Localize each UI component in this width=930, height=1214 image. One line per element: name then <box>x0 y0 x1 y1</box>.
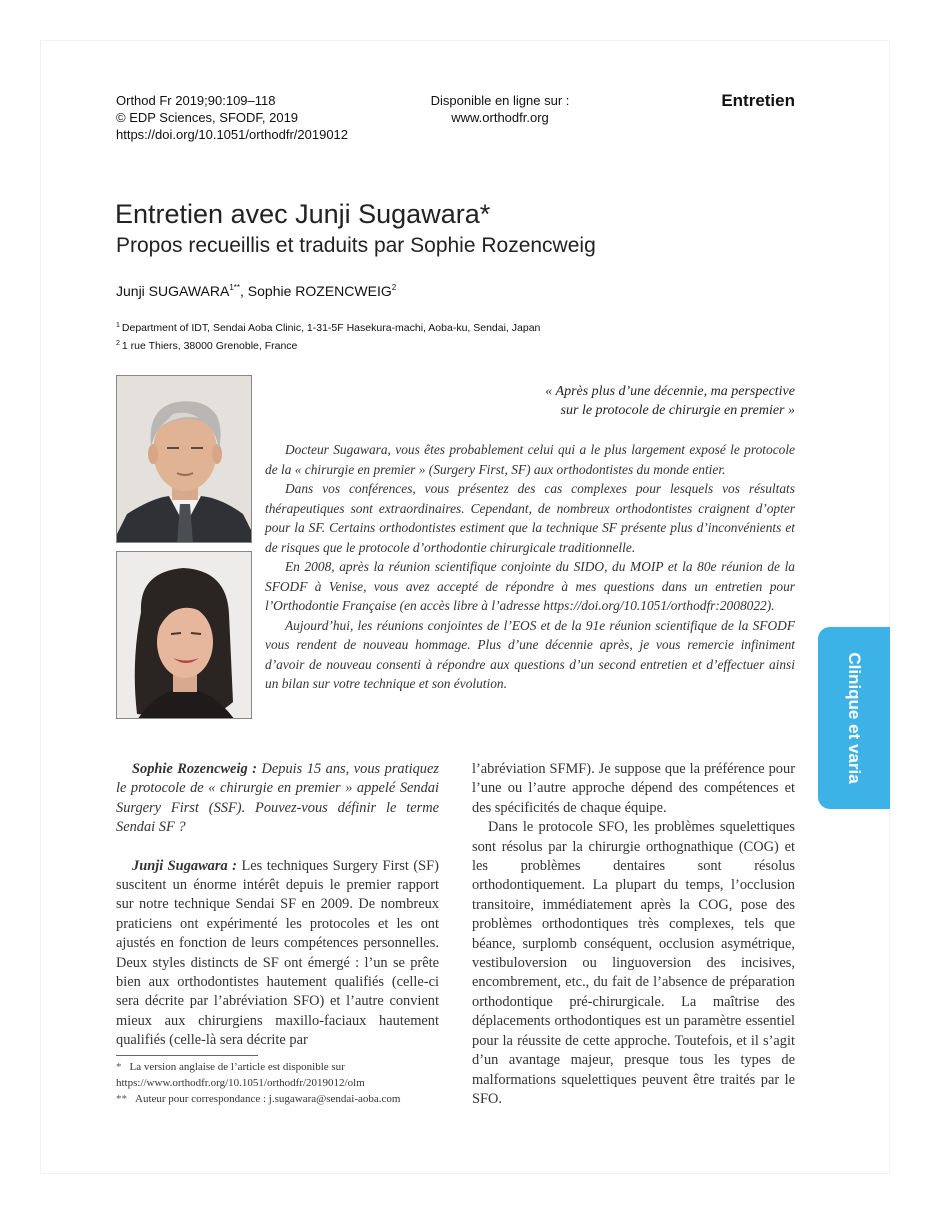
intro-text <box>265 440 795 694</box>
citation-block <box>116 92 348 143</box>
online-label: Disponible en ligne sur : <box>430 93 570 108</box>
copyright: © EDP Sciences, SFODF, 2019 <box>116 110 299 125</box>
affiliations <box>116 318 540 354</box>
section-label: Entretien <box>721 91 795 110</box>
author-line <box>116 283 396 299</box>
footnote-mark: ** <box>116 1093 127 1105</box>
intro-paragraph: Aujourd’hui, les réunions conjointes de l’EOS et de la 91e réunion scientifique de la SFODF vous rendent de nouveau hommage. Plus d’une décennie après, je vous remercie infiniment d’avoir de nouveau consenti à répondre aux questions d’un second entretien et d’effectuer ainsi un bilan sur votre technique et son évolution. <box>265 617 795 691</box>
answer-text: Les techniques Surgery First (SF) suscitent un énorme intérêt depuis le premier rapport sur notre technique Sendai SF en 2009. De nombreux praticiens ont expérimenté les protocoles et les ont ajustés en fonction de leurs compétences personnelles. Deux styles distincts de SF ont émergé : l’un se prête bien aux orthodontistes hautement qualifiés (celle-ci sera décrite par l’abréviation SFO) et l’autre convient mieux aux chirurgiens maxillo-faciaux hautement qualifiés (celle-là sera décrite par <box>116 857 439 1049</box>
section-side-tab <box>818 627 890 809</box>
author-sup: 1** <box>229 283 241 292</box>
body-column-left <box>116 760 439 1051</box>
speaker-name: Junji Sugawara : <box>132 857 237 874</box>
pull-quote <box>435 382 795 420</box>
footnote <box>116 1059 446 1075</box>
footnote-text: Auteur pour correspondance : j.sugawara@sendai-aoba.com <box>135 1093 401 1105</box>
affiliation-number: 2 <box>116 340 120 347</box>
footnote <box>116 1091 446 1107</box>
portrait-illustration <box>117 376 252 543</box>
pull-quote-line: sur le protocole de chirurgie en premier » <box>560 403 795 418</box>
article-subtitle: Propos recueillis et traduits par Sophie Rozencweig <box>116 234 596 257</box>
intro-paragraph: Docteur Sugawara, vous êtes probablement celui qui a le plus largement exposé le protocole de la « chirurgie en premier » (Surgery First, SF) aux orthodontistes du monde entier. <box>265 442 795 477</box>
affiliation <box>116 318 540 336</box>
body-paragraph: Dans le protocole SFO, les problèmes squelettiques sont résolus par la chirurgie orthognathique (COG) et les problèmes dentaires sont résolus orthodontiquement. La plupart du temps, l’occlusion transitoire, immédiatement après la COG, pose des problèmes orthodontiques très complexes, tels que béance, surplomb conséquent, occlusion asymétrique, vestibuloversion ou linguoversion des incisives, encombrement, etc., du fait de l’absence de préparation orthodontique pré-chirurgicale. La maîtrise des déplacements orthodontiques est un paramètre essentiel pour la réussite de cette approche. Toutefois, et il s’agit d’un avantage majeur, presque tous les types de malformations squelettiques peuvent être traités par le SFO. <box>472 819 795 1107</box>
portrait-photo-rozencweig <box>116 551 252 719</box>
intro-paragraph: En 2008, après la réunion scientifique conjointe du SIDO, du MOIP et la 80e réunion de la SFODF à Venise, vous avez accepté de répondre à mes questions dans un entretien pour l’Orthodontie Française (en accès libre à l’adresse https://doi.org/10.1051/orthodfr:2008022). <box>265 559 795 613</box>
author-sup: 2 <box>391 283 397 292</box>
online-availability <box>400 92 600 126</box>
author-separator: , <box>240 283 248 299</box>
portrait-photo-sugawara <box>116 375 252 543</box>
article-title: Entretien avec Junji Sugawara* <box>115 199 491 229</box>
question-paragraph <box>116 760 439 838</box>
affiliation <box>116 336 540 354</box>
pull-quote-line: « Après plus d’une décennie, ma perspective <box>545 384 795 399</box>
answer-paragraph <box>116 857 439 1051</box>
question-text: Depuis 15 ans, vous pratiquez le protocole de « chirurgie en premier » appelé Sendai Surgery First (SSF). Pouvez-vous définir le terme Sendai SF ? <box>116 761 439 836</box>
author-name: Sophie ROZENCWEIG <box>247 283 392 299</box>
answer-continuation: l’abréviation SFMF). Je suppose que la préférence pour l’une ou l’autre approche dépend des compétences et des spécificités de chaque équipe. <box>472 761 795 816</box>
footnotes <box>116 1059 446 1107</box>
footnote-url[interactable]: https://www.orthodfr.org/10.1051/orthodfr/2019012/olm <box>116 1077 365 1089</box>
footnote-divider <box>116 1055 258 1056</box>
footnote-text: La version anglaise de l’article est disponible sur <box>129 1061 345 1073</box>
portrait-illustration <box>117 552 252 719</box>
affiliation-text: Department of IDT, Sendai Aoba Clinic, 1-31-5F Hasekura-machi, Aoba-ku, Sendai, Japan <box>121 322 541 334</box>
side-tab-label: Clinique et varia <box>845 652 864 784</box>
journal-ref: Orthod Fr 2019;90:109–118 <box>116 93 276 108</box>
body-column-right <box>472 760 795 1109</box>
affiliation-number: 1 <box>116 322 120 329</box>
online-url[interactable]: www.orthodfr.org <box>451 110 549 125</box>
author-name: Junji SUGAWARA <box>116 283 230 299</box>
doi-link[interactable]: https://doi.org/10.1051/orthodfr/2019012 <box>116 127 349 142</box>
speaker-name: Sophie Rozencweig : <box>132 761 257 777</box>
footnote-mark: * <box>116 1061 122 1073</box>
affiliation-text: 1 rue Thiers, 38000 Grenoble, France <box>121 340 298 352</box>
intro-paragraph: Dans vos conférences, vous présentez des cas complexes pour lesquels vos résultats thérapeutiques sont extraordinaires. Cependant, de nombreux orthodontistes craignent d’opter pour la SF. Certains orthodontistes estiment que la technique SF présente plus d’inconvénients et de risques que le protocole d’orthodontie chirurgicale traditionnelle. <box>265 481 795 555</box>
